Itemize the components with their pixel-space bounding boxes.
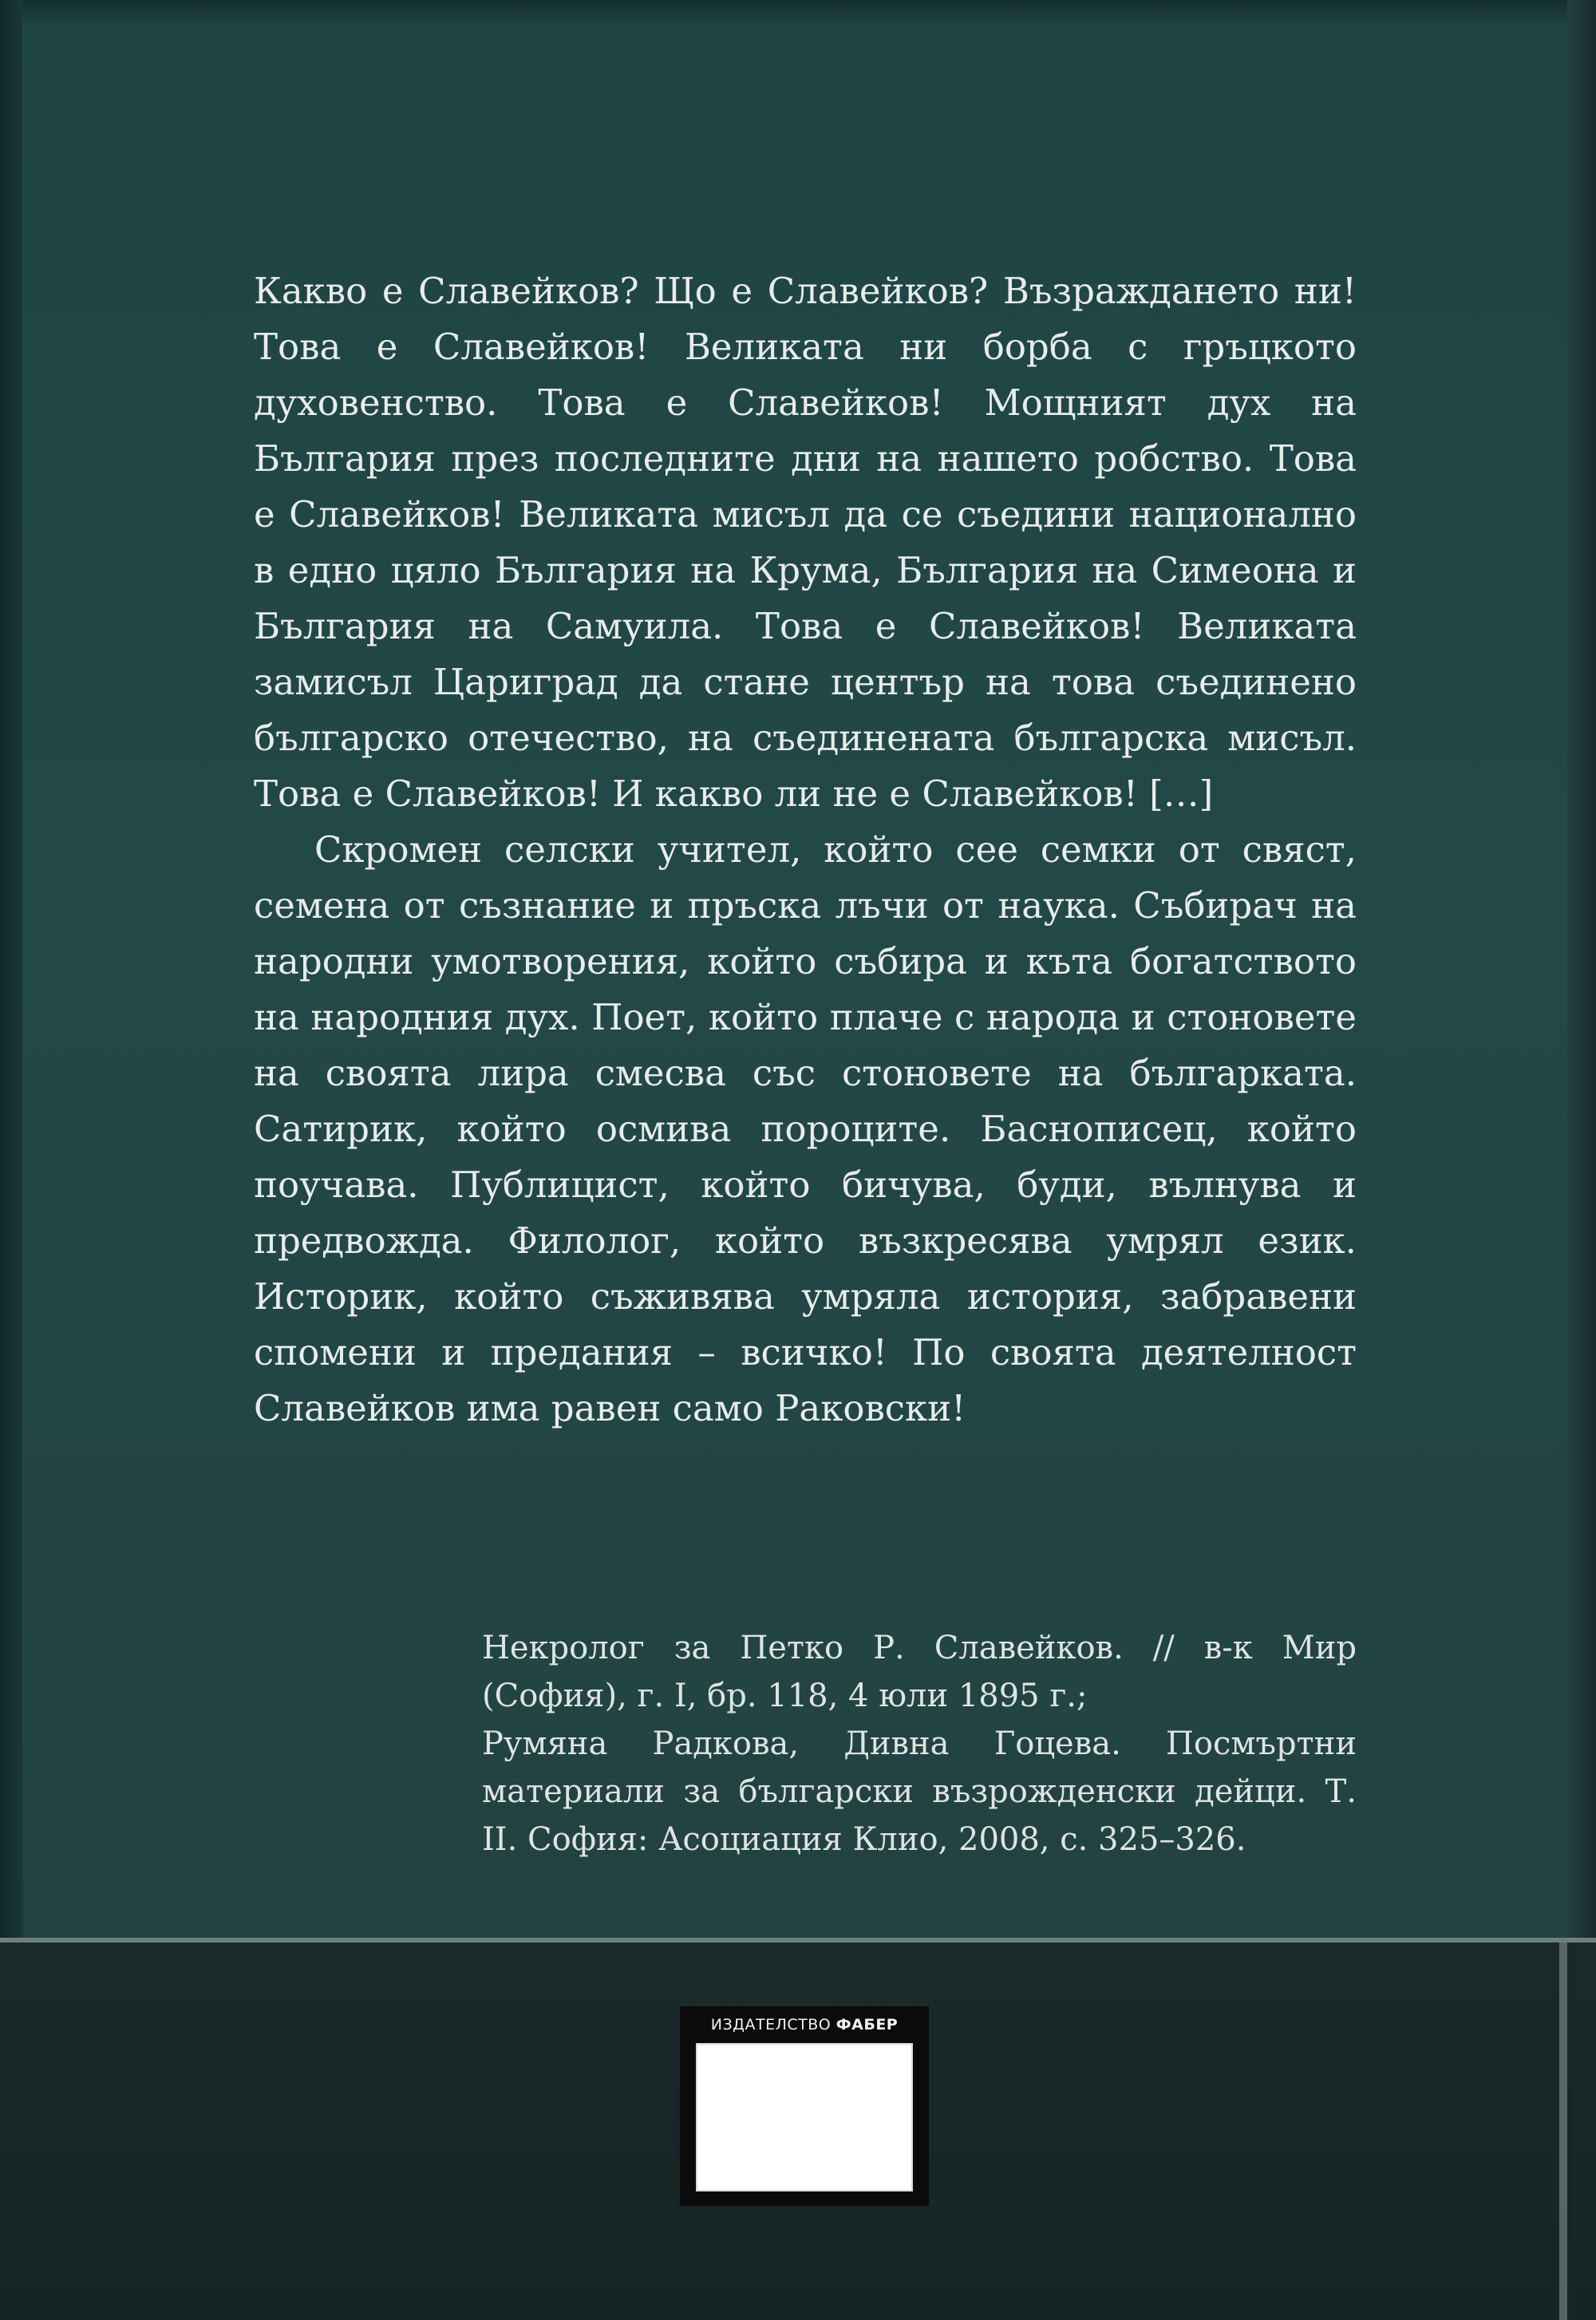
- source-citation-1: Некролог за Петко Р. Славейков. // в-к Мир (София), г. I, бр. 118, 4 юли 1895 г.;: [482, 1630, 1357, 1714]
- quote-paragraph-1: Какво е Славейков? Що е Славейков? Възраждането ни! Това е Славейков! Великата ни борба с гръцкото духовенство. Това е Славейков! Мощният дух на България през последните дни на нашето робство. Това е Славейков! Великата мисъл да се съедини национално в едно цяло България на Крума, България на Симеона и България на Самуила. Това е Славейков! Великата замисъл Цариград да стане център на това съединено българско отечество, на съединената българска мисъл. Това е Славейков! И какво ли не е Славейков! […]: [254, 270, 1357, 815]
- publisher-label: [680, 2013, 929, 2037]
- band-right-edge: [1559, 1943, 1567, 2320]
- publisher-prefix: ИЗДАТЕЛСТВО: [710, 2016, 832, 2033]
- publisher-name: ФАБЕР: [836, 2016, 899, 2033]
- source-citations: [482, 1624, 1357, 1864]
- quote-paragraph-2: Скромен селски учител, който сее семки от свяст, семена от съзнание и пръска лъчи от наука. Събирач на народни умотворения, който събира и къта богатството на народния дух. Поет, който плаче с народа и стоновете на своята лира смесва със стоновете на българката. Сатирик, който осмива пороците. Баснописец, който поучава. Публицист, който бичува, буди, вълнува и предвожда. Филолог, който възкресява умрял език. Историк, който съживява умряла история, забравени спомени и предания – всичко! По своята деятелност Славейков има равен само Раковски!: [254, 828, 1357, 1429]
- source-citation-2: Румяна Радкова, Дивна Гоцева. Посмъртни материали за български възрожденски дейци. Т. II. София: Асоциация Клио, 2008, с. 325–326.: [482, 1725, 1357, 1858]
- cover-top-edge: [0, 0, 1596, 24]
- barcode-sticker: [696, 2043, 913, 2192]
- publisher-barcode-box: [680, 2006, 929, 2206]
- quote-text: [254, 263, 1357, 1437]
